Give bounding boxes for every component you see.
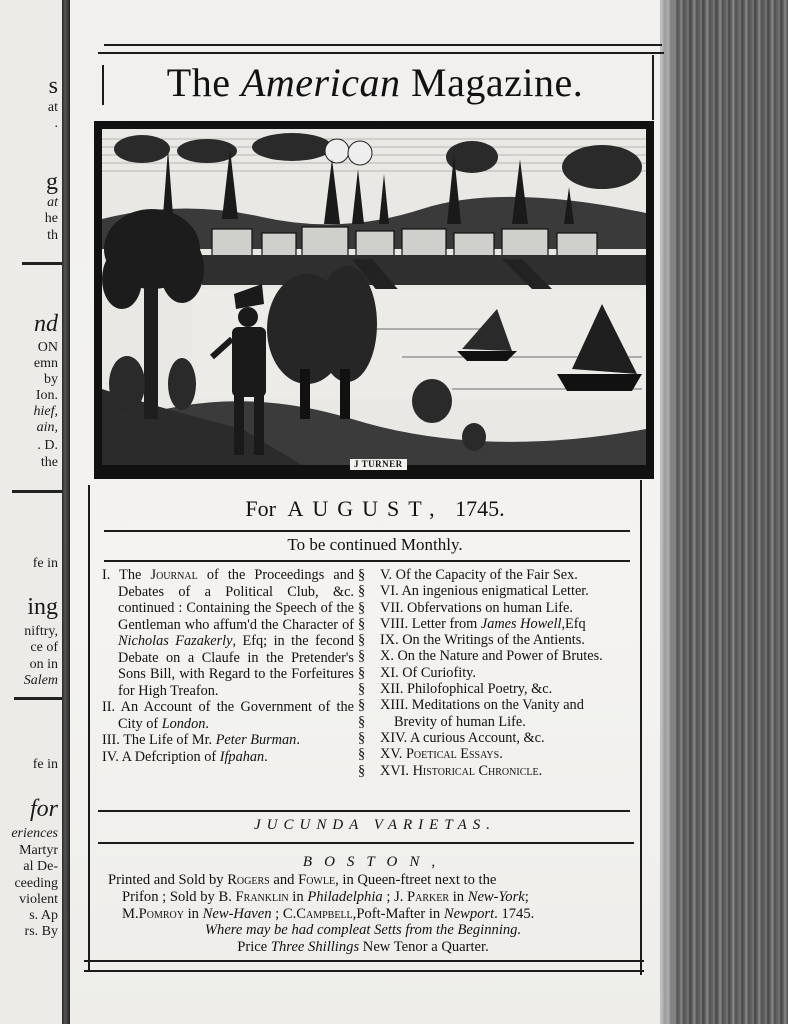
item-number: VII.: [380, 599, 407, 616]
imprint-text: New-Haven: [202, 905, 272, 922]
imprint-text: in: [449, 888, 468, 905]
frequency-note: To be continued Monthly.: [287, 535, 463, 554]
item-text: Letter from: [411, 615, 481, 632]
imprint-line: [108, 906, 618, 923]
facing-page-text: ON: [37, 340, 58, 355]
item-text: The Life of Mr.: [123, 732, 216, 748]
edge-shadow: [660, 0, 680, 1024]
facing-page-text: eriences: [11, 826, 58, 841]
contents-item-continuation: [358, 714, 638, 730]
rule-below-motto: [98, 842, 634, 844]
section-mark-icon: §: [358, 632, 366, 649]
section-mark-icon: §: [358, 713, 366, 730]
item-number: XII.: [380, 681, 407, 698]
contents-item: [358, 632, 638, 648]
section-mark-icon: §: [358, 762, 366, 779]
sets-availability-note: Where may be had compleat Setts from the Beginning.: [204, 922, 522, 939]
item-text: Journal: [150, 567, 198, 583]
facing-page-text: Martyr: [19, 843, 58, 858]
imprint-text: Parker: [407, 888, 450, 905]
imprint-text: and: [269, 872, 299, 888]
item-number: XV.: [380, 746, 406, 763]
section-mark-icon: §: [358, 648, 366, 665]
page-frame-left: [88, 485, 90, 970]
contents-item: [358, 648, 638, 664]
imprint-text: ;: [524, 888, 529, 905]
facing-page-text: at: [47, 195, 58, 210]
top-rule-2: [98, 52, 664, 54]
rule-under-date: [104, 530, 630, 532]
section-mark-icon: §: [358, 583, 366, 600]
item-number: VI.: [380, 583, 402, 600]
item-number: I.: [102, 567, 120, 583]
title-word-american: American: [240, 60, 401, 105]
item-text: ,Efq: [561, 615, 586, 632]
imprint-city: BOSTON,: [302, 854, 448, 870]
facing-page-text: fe in: [32, 757, 58, 772]
item-text: London: [161, 715, 206, 732]
item-text: , Efq; in the fecond Debate on a Claufe in the Pretender's Sons Bill, with Regard to the Forfeitures for High Treafon.: [118, 633, 354, 699]
top-rule-1: [104, 44, 662, 46]
imprint-text: ; J.: [382, 888, 408, 905]
price-line: [108, 939, 618, 956]
facing-page-text: by: [44, 372, 58, 387]
facing-page-text: ce of: [30, 640, 58, 655]
item-number: V.: [380, 567, 396, 583]
facing-page-text: . D.: [37, 438, 58, 453]
imprint-text: in: [288, 888, 308, 905]
item-number: XIV.: [380, 729, 410, 746]
section-mark-icon: §: [358, 664, 366, 681]
contents-item: [358, 600, 638, 616]
item-number: XIII.: [380, 697, 412, 714]
issue-date: [90, 494, 660, 524]
contents-item: [358, 746, 638, 762]
contents-item: [358, 697, 638, 713]
facing-page-text: s. Ap: [29, 908, 58, 923]
facing-page-text: ceeding: [14, 876, 58, 891]
price-text: Three Shillings: [270, 939, 360, 956]
item-text: Meditations on the Vanity and: [411, 697, 584, 714]
imprint-text: Printed and Sold by: [108, 872, 228, 888]
item-text: Peter Burman: [215, 732, 297, 748]
item-number: XI.: [380, 664, 403, 681]
facing-page-text: the: [40, 455, 58, 470]
item-text: A curious Account, &c.: [409, 729, 545, 746]
facing-page-text: for: [29, 796, 58, 822]
facing-page-text: Ion.: [35, 388, 58, 403]
rule-under-frequency: [104, 560, 630, 562]
item-number: II.: [102, 699, 121, 715]
contents-item: [358, 763, 638, 779]
item-text: Philofophical Poetry, &c.: [407, 681, 553, 698]
facing-page-text: rs. By: [24, 924, 58, 939]
facing-page-text: g: [46, 169, 58, 195]
imprint-text: in: [183, 905, 203, 922]
bottom-rule-1: [84, 960, 644, 962]
title-word-the: The: [166, 60, 231, 105]
facing-page-text: emn: [33, 356, 58, 371]
price-text: Price: [237, 939, 271, 956]
contents-item: [358, 665, 638, 681]
imprint-text: . 1745.: [494, 905, 535, 922]
item-number: III.: [102, 732, 124, 748]
section-mark-icon: §: [358, 729, 366, 746]
item-text: Of Curiofity.: [402, 664, 476, 681]
rule-above-motto: [98, 810, 630, 812]
item-number: X.: [380, 648, 398, 665]
item-text: An Account of the Government of the City of: [118, 699, 355, 732]
contents-column-right: [358, 567, 638, 779]
contents-item: [102, 732, 354, 749]
section-mark-icon: §: [358, 746, 366, 763]
facing-page-text: th: [47, 228, 58, 243]
contents-item: [358, 730, 638, 746]
imprint-text: Newport: [443, 905, 495, 922]
imprint-line: [108, 889, 618, 906]
for-label: For: [245, 496, 276, 521]
contents-item: [358, 567, 638, 583]
motto: JUCUNDA VARIETAS.: [254, 817, 496, 833]
facing-page-text: hief,: [33, 404, 58, 419]
contents-item: [358, 583, 638, 599]
item-text: On the Writings of the Antients.: [402, 632, 585, 649]
facing-page-text: on in: [29, 657, 58, 672]
item-text: Obfervations on human Life.: [407, 599, 573, 616]
price-text: New Tenor a Quarter.: [359, 939, 489, 956]
imprint-text: , in Queen-ftreet next to the: [335, 872, 497, 888]
section-mark-icon: §: [358, 697, 366, 714]
facing-page-rule: [14, 697, 62, 700]
imprint-text: Philadelphia: [307, 888, 383, 905]
item-number: VIII.: [380, 615, 412, 632]
item-text: Brevity of human Life.: [394, 713, 526, 730]
item-number: IV.: [102, 748, 122, 765]
item-number: XVI.: [380, 762, 413, 779]
imprint-text: Fowle: [298, 872, 336, 888]
section-mark-icon: §: [358, 615, 366, 632]
contents-item: [102, 699, 354, 732]
item-number: IX.: [380, 632, 403, 649]
item-text: Historical Chronicle.: [412, 762, 543, 779]
contents-item: [102, 567, 354, 699]
imprint-text: Franklin: [235, 888, 289, 905]
item-text-italic: James Howell: [480, 615, 562, 632]
facing-page-text: violent: [19, 892, 58, 907]
harbor-town-woodcut-icon: [102, 129, 646, 465]
item-text: Nicholas Fazakerly: [118, 633, 233, 649]
book-gutter: [62, 0, 70, 1024]
section-mark-icon: §: [358, 681, 366, 698]
item-text: .: [205, 715, 209, 732]
item-text: The: [119, 567, 151, 583]
contents-item: [358, 681, 638, 697]
imprint-text: M.: [122, 905, 139, 922]
facing-page-text: .: [54, 116, 58, 131]
imprint-block: [108, 872, 618, 956]
magazine-title: [90, 58, 660, 108]
section-mark-icon: §: [358, 599, 366, 616]
item-text: On the Nature and Power of Brutes.: [397, 648, 603, 665]
imprint-text: Prifon ; Sold by B.: [122, 888, 236, 905]
facing-page-text: at: [47, 100, 58, 115]
facing-page-text: fe in: [32, 556, 58, 571]
item-text: .: [264, 748, 268, 765]
item-text: Ifpahan: [219, 748, 265, 765]
contents-column-left: [102, 567, 354, 765]
facing-page-text: al De-: [23, 859, 58, 874]
issue-year: 1745.: [455, 496, 505, 521]
facing-page-text: ain,: [36, 420, 58, 435]
facing-page-rule: [22, 262, 62, 265]
issue-month: AUGUST,: [287, 496, 444, 521]
imprint-text: ,Poft-Mafter in: [352, 905, 444, 922]
contents-item: [102, 749, 354, 766]
woodcut-illustration: [94, 121, 654, 479]
facing-page-text: Salem: [23, 673, 58, 688]
contents-item: [358, 616, 638, 632]
title-word-magazine: Magazine.: [411, 60, 584, 105]
imprint-text: Campbell: [296, 905, 353, 922]
facing-page-rule: [12, 490, 62, 493]
section-mark-icon: §: [358, 567, 366, 583]
facing-page-text: he: [44, 211, 58, 226]
facing-page-text: nd: [34, 311, 58, 337]
item-text: .: [296, 732, 300, 748]
imprint-text: ; C.: [271, 905, 297, 922]
item-text: of the Proceedings and Debates of a Political Club, &c. continued : Containing the Speech of the Gentleman who affum'd the Character of: [118, 567, 354, 633]
imprint-text: Pomroy: [138, 905, 184, 922]
imprint-text: Rogers: [227, 872, 270, 888]
item-text: Of the Capacity of the Fair Sex.: [395, 567, 578, 583]
facing-page-text: s: [48, 73, 58, 99]
facing-page-text: ing: [27, 594, 58, 620]
facing-page-fragment: [0, 0, 62, 1024]
item-text: An ingenious enigmatical Letter.: [401, 583, 589, 600]
item-text: Poetical Essays.: [405, 746, 503, 763]
engraver-credit: J TURNER: [350, 459, 407, 470]
imprint-line: [108, 872, 618, 889]
imprint-text: New-York: [467, 888, 525, 905]
bottom-rule-2: [84, 970, 644, 972]
item-text: A Defcription of: [121, 748, 220, 765]
facing-page-text: niftry,: [24, 624, 58, 639]
